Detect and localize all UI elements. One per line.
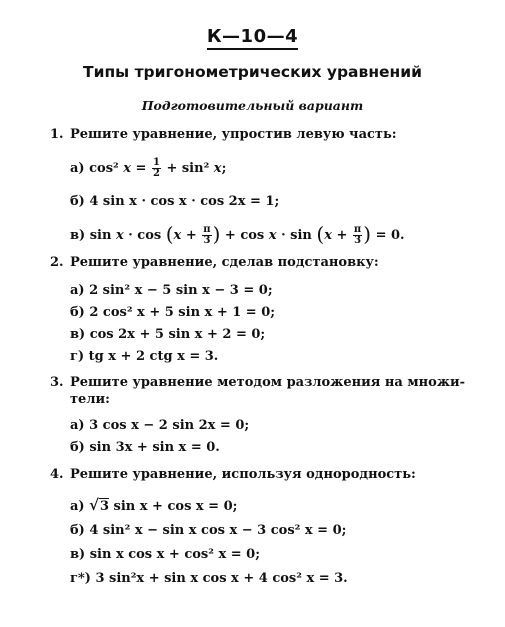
task-4-a: а) √3 sin x + cos x = 0; xyxy=(70,496,238,514)
task-3-b: б) sin 3x + sin x = 0. xyxy=(70,440,220,455)
task-4-number: 4. xyxy=(50,467,64,482)
fraction-pi-third-2: $\frac{\pi}{3}$ xyxy=(353,224,362,246)
sqrt-three: 3 xyxy=(99,499,110,514)
task-1-text: Решите уравнение, упростив левую часть: xyxy=(70,127,397,142)
fraction-one-half: $\frac{1}{2}$ xyxy=(152,157,160,179)
task-2-text: Решите уравнение, сделав подстановку: xyxy=(70,255,379,270)
task-3-number: 3. xyxy=(50,375,64,390)
task-4-v: в) sin x cos x + cos² x = 0; xyxy=(70,547,261,562)
task-3-text: Решите уравнение методом разложения на множи- xyxy=(70,375,466,390)
task-4-b: б) 4 sin² x − sin x cos x − 3 cos² x = 0; xyxy=(70,523,347,538)
worksheet-title: Типы тригонометрических уравнений xyxy=(83,63,422,81)
task-1 xyxy=(50,126,470,143)
task-1-b: б) 4 sin x · cos x · cos 2x = 1; xyxy=(70,194,280,209)
worksheet-code: К—10—4 xyxy=(0,26,505,47)
task-2 xyxy=(50,254,470,271)
fraction-pi-third: $\frac{\pi}{3}$ xyxy=(203,224,211,246)
task-3-a: а) 3 cos x − 2 sin 2x = 0; xyxy=(70,418,250,433)
task-2-a: а) 2 sin² x − 5 sin x − 3 = 0; xyxy=(70,283,273,298)
task-2-g: г) tg x + 2 ctg x = 3. xyxy=(70,349,219,364)
task-3 xyxy=(50,374,470,408)
task-4 xyxy=(50,466,470,483)
task-1-v: в) sin x · cos (x + $\frac{\pi}{3}$ ) + cos x · sin (x + $\frac{\pi}{3}$ ) = 0. xyxy=(70,222,405,246)
task-2-v: в) cos 2x + 5 sin x + 2 = 0; xyxy=(70,327,266,342)
task-2-number: 2. xyxy=(50,255,64,270)
task-4-text: Решите уравнение, используя однородность: xyxy=(70,467,416,482)
variant-label: Подготовительный вариант xyxy=(141,98,364,113)
task-2-b: б) 2 cos² x + 5 sin x + 1 = 0; xyxy=(70,305,276,320)
task-1-a: а) cos² x = $\frac{1}{2}$ + sin² x; xyxy=(70,157,227,179)
task-4-g: г*) 3 sin²x + sin x cos x + 4 cos² x = 3. xyxy=(70,571,348,586)
task-1-number: 1. xyxy=(50,127,64,142)
task-3-text-cont: тели: xyxy=(70,392,110,407)
